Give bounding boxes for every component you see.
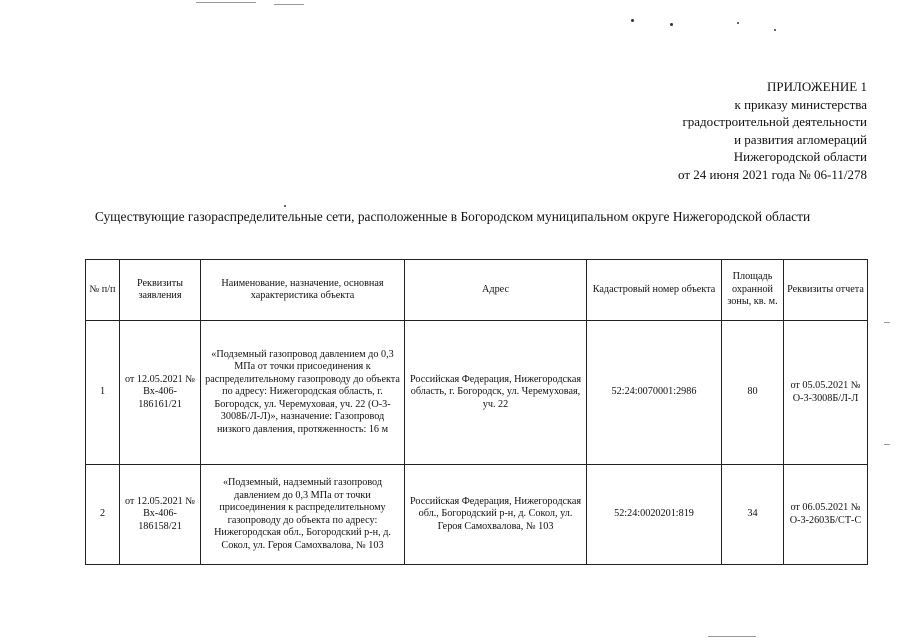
appendix-line: градостроительной деятельности — [682, 114, 867, 129]
cell-name: «Подземный, надземный газопровод давлением до 0,3 МПа от точки присоединения к распределительному газопроводу до объекта по адресу: Нижегородская обл., Богородский р-н, д. Сокол, ул. Героя Самохвалова, № 103 — [201, 465, 405, 565]
header-cadastral: Кадастровый номер объекта — [587, 260, 722, 321]
scan-line — [708, 636, 756, 637]
appendix-line: к приказу министерства — [734, 96, 867, 112]
appendix-line: Нижегородской области — [733, 149, 867, 164]
appendix-heading: ПРИЛОЖЕНИЕ 1 — [767, 79, 867, 94]
scan-speck — [670, 23, 673, 26]
cell-report: от 06.05.2021 № О-3-2603Б/СТ-С — [784, 465, 868, 565]
header-num: № п/п — [86, 260, 120, 321]
header-request: Реквизиты заявления — [120, 260, 201, 321]
table-row — [86, 465, 868, 565]
cell-cadastral: 52:24:0020201:819 — [587, 465, 722, 565]
scan-line — [196, 2, 256, 3]
cell-request: от 12.05.2021 № Вх-406-186161/21 — [120, 321, 201, 465]
gas-networks-table — [85, 259, 868, 565]
scan-speck — [631, 19, 634, 22]
scan-line — [884, 322, 890, 323]
cell-name: «Подземный газопровод давлением до 0,3 МПа от точки присоединения к распределительному газопроводу до объекта по адресу: Нижегородская область, г. Богородск, ул. Черемуховая, уч. 22 (О-3-3008Б/Л-Л)», назначение: Газопровод низкого давления, протяженность: 16 м — [201, 321, 405, 465]
appendix-line: и развития агломераций — [734, 131, 867, 147]
cell-report: от 05.05.2021 № О-3-3008Б/Л-Л — [784, 321, 868, 465]
cell-num: 2 — [86, 465, 120, 565]
scan-speck — [737, 22, 739, 24]
header-report: Реквизиты отчета — [784, 260, 868, 321]
cell-request: от 12.05.2021 № Вх-406-186158/21 — [120, 465, 201, 565]
appendix-date-line: от 24 июня 2021 года № 06-11/278 — [678, 166, 867, 182]
scan-line — [274, 4, 304, 5]
cell-address: Российская Федерация, Нижегородская обл., Богородский р-н, д. Сокол, ул. Героя Самохвалова, № 103 — [405, 465, 587, 565]
cell-num: 1 — [86, 321, 120, 465]
header-area: Площадь охранной зоны, кв. м. — [722, 260, 784, 321]
scan-speck — [284, 205, 286, 207]
cell-area: 34 — [722, 465, 784, 565]
cell-cadastral: 52:24:0070001:2986 — [587, 321, 722, 465]
scan-line — [884, 444, 890, 445]
cell-address: Российская Федерация, Нижегородская область, г. Богородск, ул. Черемуховая, уч. 22 — [405, 321, 587, 465]
table-header-row — [86, 260, 868, 321]
cell-area: 80 — [722, 321, 784, 465]
header-name: Наименование, назначение, основная характеристика объекта — [201, 260, 405, 321]
table-row — [86, 321, 868, 465]
document-title: Существующие газораспределительные сети, расположенные в Богородском муниципальном округе Нижегородской области — [94, 209, 811, 224]
header-address: Адрес — [405, 260, 587, 321]
scan-speck — [774, 29, 776, 31]
appendix-block — [678, 78, 867, 183]
